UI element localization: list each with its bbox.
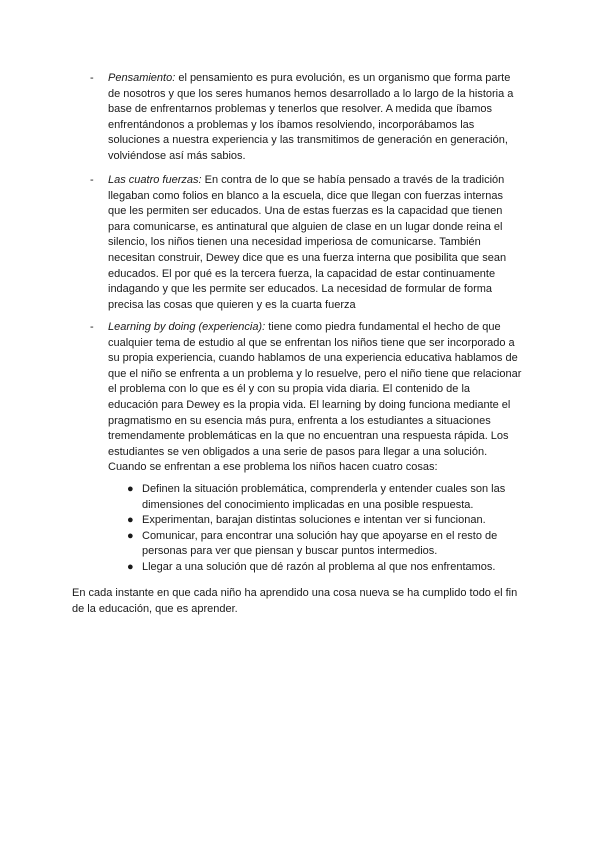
dash-marker: - — [90, 321, 94, 333]
bullet-icon: ● — [127, 529, 134, 542]
section-learning-by-doing — [90, 320, 522, 476]
list-item — [127, 529, 527, 560]
section-body — [108, 71, 522, 165]
section-text: tiene como piedra fundamental el hecho de que cualquier tema de estudio al que se enfrentan los niños tiene que ser incorporado a su propia experiencia, cuando hablamos de una experiencia educativa hablamos de que el niño se enfrenta a un problema y lo resuelve, pero el niño tiene que relacionar el problema con lo que es él y con su propia vida diaria. El contenido de la educación para Dewey es la propia vida. El learning by doing funciona mediante el pragmatismo en su esencia más pura, enfrenta a los estudiantes a situaciones tremendamente problemáticas en la que no encuentran una respuesta rápida. Los estudiantes se ven obligados a una serie de pasos para llegar a una solución. Cuando se enfrentan a ese problema los niños hacen cuatro cosas: — [108, 321, 522, 474]
steps-list — [127, 482, 527, 576]
section-text: En contra de lo que se había pensado a través de la tradición llegaban como folios en blanco a la escuela, dice que llegan con fuerzas internas que les permiten ser educados. Una de estas fuerzas es la capacidad que tienen para comunicarse, es antinatural que alguien de clase en un lugar donde reina el silencio, los niños tienen una necesidad imperiosa de comunicarse. También necesitan construir, Dewey dice que es una fuerza interna que posibilita que sean educados. El por qué es la tercera fuerza, la capacidad de estar continuamente indagando y que les permite ser educados. La necesidad de formular de forma precisa las cosas que quieren y es la cuarta fuerza — [108, 174, 507, 311]
closing-paragraph: En cada instante en que cada niño ha aprendido una cosa nueva se ha cumplido todo el fin de la educación, que es aprender. — [72, 587, 518, 615]
list-item-text: Comunicar, para encontrar una solución hay que apoyarse en el resto de personas para ver que piensan y buscar puntos intermedios. — [142, 529, 498, 558]
section-cuatro-fuerzas — [90, 173, 522, 313]
list-item-text: Definen la situación problemática, comprenderla y entender cuales son las dimensiones del conocimiento implicadas en una posible respuesta. — [142, 483, 506, 511]
section-label: Learning by doing (experiencia): — [108, 321, 266, 333]
bullet-icon: ● — [127, 560, 134, 573]
section-body — [108, 320, 522, 476]
section-text: el pensamiento es pura evolución, es un organismo que forma parte de nosotros y que los seres humanos hemos desarrollado a lo largo de la historia a base de enfrentarnos problemas y tenerlos que resolver. A medida que íbamos enfrentándonos a problemas y los íbamos resolviendo, incorporábamos las soluciones a nuestra experiencia y las transmitimos de generación en generación, volviéndose así más sabios. — [108, 72, 514, 162]
list-item — [127, 560, 527, 576]
list-item-text: Experimentan, barajan distintas soluciones e intentan ver si funcionan. — [142, 514, 486, 527]
section-label: Las cuatro fuerzas: — [108, 174, 202, 186]
section-body — [108, 173, 522, 313]
dash-marker: - — [90, 72, 94, 84]
bullet-icon: ● — [127, 514, 134, 527]
dash-marker: - — [90, 174, 94, 186]
section-label: Pensamiento: — [108, 72, 176, 84]
list-item — [127, 482, 527, 513]
list-item — [127, 513, 527, 529]
list-item-text: Llegar a una solución que dé razón al problema al que nos enfrentamos. — [142, 560, 496, 573]
section-pensamiento — [90, 71, 522, 165]
bullet-icon: ● — [127, 483, 134, 495]
